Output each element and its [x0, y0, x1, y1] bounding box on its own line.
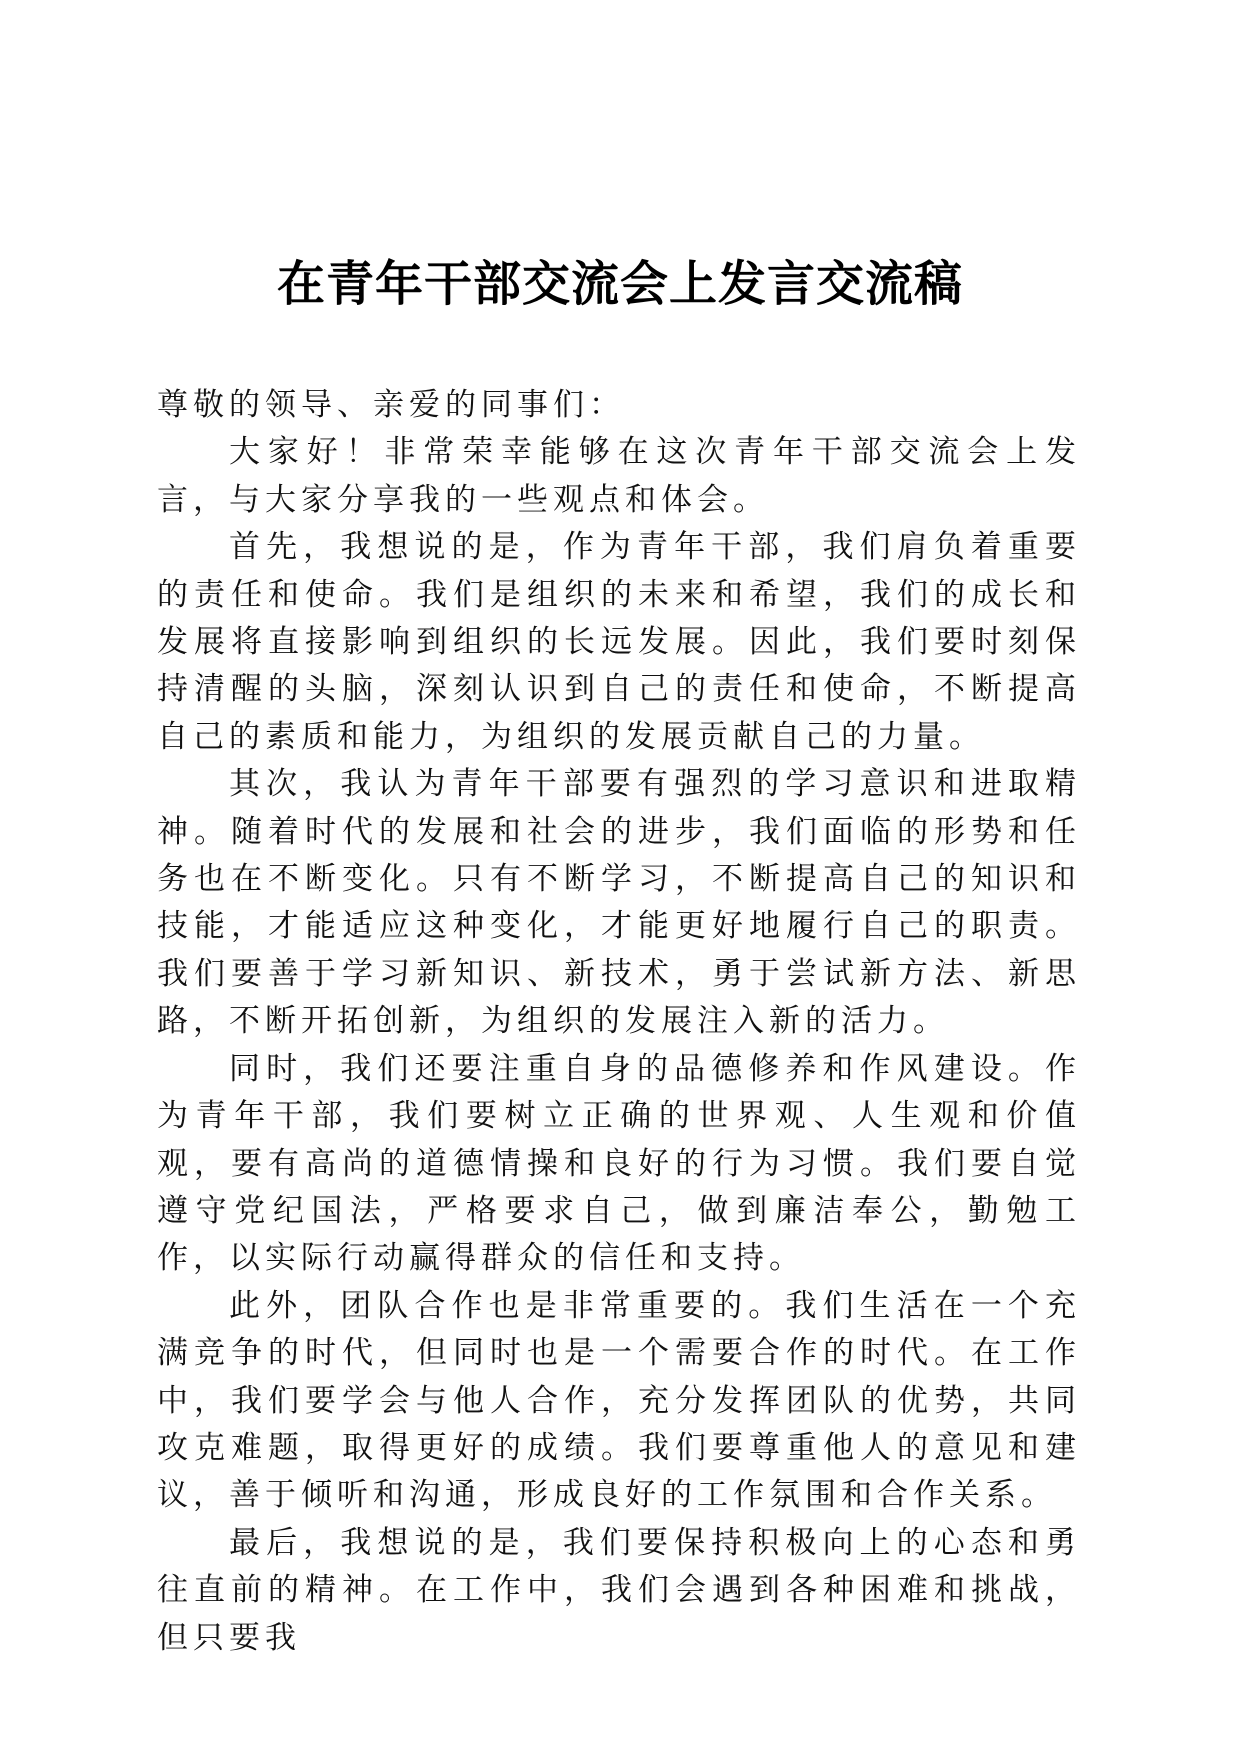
salutation: 尊敬的领导、亲爱的同事们： — [157, 387, 625, 423]
paragraph-greeting: 大家好！非常荣幸能够在这次青年干部交流会上发言，与大家分享我的一些观点和体会。 — [157, 434, 1081, 518]
paragraph-teamwork: 此外，团队合作也是非常重要的。我们生活在一个充满竞争的时代，但同时也是一个需要合作的时代。在工作中，我们要学会与他人合作，充分发挥团队的优势，共同攻克难题，取得更好的成绩。我们要尊重他人的意见和建议，善于倾听和沟通，形成良好的工作氛围和合作关系。 — [157, 1287, 1081, 1514]
document-title: 在青年干部交流会上发言交流稿 — [276, 256, 963, 312]
document-body — [157, 382, 1081, 1662]
paragraph-first: 首先，我想说的是，作为青年干部，我们肩负着重要的责任和使命。我们是组织的未来和希望，我们的成长和发展将直接影响到组织的长远发展。因此，我们要时刻保持清醒的头脑，深刻认识到自己的责任和使命，不断提高自己的素质和能力，为组织的发展贡献自己的力量。 — [157, 529, 1081, 755]
paragraph-second: 其次，我认为青年干部要有强烈的学习意识和进取精神。随着时代的发展和社会的进步，我们面临的形势和任务也在不断变化。只有不断学习，不断提高自己的知识和技能，才能适应这种变化，才能更好地履行自己的职责。我们要善于学习新知识、新技术，勇于尝试新方法、新思路，不断开拓创新，为组织的发展注入新的活力。 — [157, 766, 1081, 1040]
paragraph-finally: 最后，我想说的是，我们要保持积极向上的心态和勇往直前的精神。在工作中，我们会遇到各种困难和挑战，但只要我 — [157, 1524, 1081, 1656]
paragraph-meanwhile: 同时，我们还要注重自身的品德修养和作风建设。作为青年干部，我们要树立正确的世界观、人生观和价值观，要有高尚的道德情操和良好的行为习惯。我们要自觉遵守党纪国法，严格要求自己，做到廉洁奉公，勤勉工作，以实际行动赢得群众的信任和支持。 — [157, 1050, 1081, 1277]
